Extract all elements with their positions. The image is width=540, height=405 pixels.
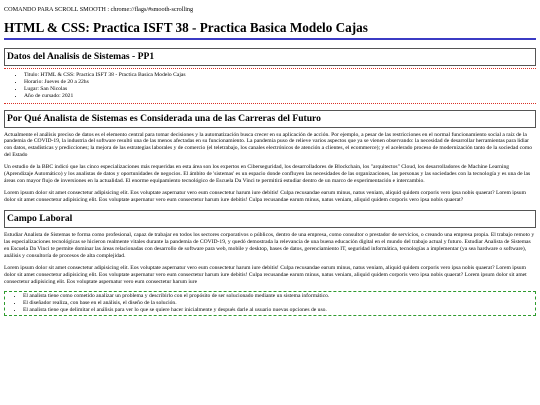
section-datos-heading: Datos del Analisis de Sistemas - PP1: [4, 48, 536, 66]
dotted-divider: [4, 68, 536, 69]
features-list: [5, 293, 535, 314]
info-list: [4, 72, 536, 100]
feature-item: • El analista tiene como cometido analizar un problema y describirlo con el propósito de ser solucionado mediante un sistema informático.: [23, 293, 535, 300]
feature-item: • El diseñador realiza, con base en el análisis, el diseño de la solución.: [23, 300, 535, 307]
paragraph: Estudiar Analista de Sistemas te forma como profesional, capaz de trabajar en todos los sectores corporativos o públicos, dentro de una empresa, como consultor o prestador de servicios, o creando una empresa propia. El trabajo remoto y las especializaciones tecnológicas se hicieron realmente vitales durante la pandemia de COVID-19, y quedó demostrada la relevancia de una buena educación digital en el mundo del trabajo actual y futuro. Estudiar Analista de Sistemas en Escuela Da Vinci te permite dominar las áreas relacionadas con desarrollo de software para web, mobile y desktop, bases de datos, gerenciamiento IT, seguridad informática, tecnologías a implementar (ya sea hardware o software), análisis y consultoría de procesos de alta complejidad.: [4, 232, 535, 260]
paragraph: Actualmente el análisis preciso de datos es el elemento central para tomar decisiones y la automatización busca crecer en su aplicación de acción. Por ejemplo, a pesar de las restricciones en el normal funcionamiento social a raíz de la pandemia de COVID-19, la industria del software resultó una de las menos afectadas en su funcionamiento. La pandemia puso de relieve varios aspectos que ya se vienen observando: la necesidad de desarrollar herramientas para lidiar con datos, estadísticas y predicciones; la mejora de las estrategias laborales y de comercio (el teletrabajo, los canales electrónicos de atención a clientes, el ecommerce); y el acelerado proceso de modernización tanto de la sociedad como del Estado: [4, 131, 533, 159]
section-campo-heading: Campo Laboral: [4, 210, 536, 228]
features-box: [4, 291, 536, 316]
paragraph: Lorem ipsum dolor sit amet consectetur adipisicing elit. Eos voluptate aspernatur vero eum consectetur harum iure debitis! Culpa recusandae earum minus, natus veniam, aliquid quidem corporis vero ipsa nobis quaerat? Lorem ipsum dolor sit amet consectetur adipisicing elit. Eos voluptate aspernatur vero eum consectetur harum iure debitis! Culpa recusandae earum minus, natus veniam, aliquid quidem corporis vero ipsa nobis quaerat?: [4, 190, 526, 204]
feature-item: • El analista tiene que delimitar el análisis para ver lo que se quiere hacer inicialmente y después darle al usuario nuevas opciones de uso.: [23, 307, 535, 314]
info-item: • Año de cursado: 2021: [24, 93, 536, 100]
info-item: • Horario: Jueves de 20 a 22hs: [24, 79, 536, 86]
info-item: • Titulo: HTML & CSS: Practica ISFT 38 - Practica Basica Modelo Cajas: [24, 72, 536, 79]
section-carreras-heading: Por Qué Analista de Sistemas es Considerada una de las Carreras del Futuro: [4, 110, 536, 128]
paragraph: Un estudio de la BBC indicó que las cinco especializaciones más requeridas en esta área son los expertos en Cibersegurida​d, los desarrolladores de Blockchain, los "arquitectos" Cloud, los desarrolladores de Machine Learning (Aprendizaje Automático) y los analistas de datos y oportunidades de negocios. El ámbito de 'sistemas' es un espacio donde confluyen las necesidades de las organizaciones, las personas y las sociedades con la tecnología y es una de las áreas con mayor flujo de inversiones en la actualidad. El enorme equipamiento tecnológico de Escuela Da Vinci te permitirá estudiar dentro de un marco de experimentación e intercambio.: [4, 164, 531, 185]
title-underline: [4, 38, 536, 40]
scroll-note: COMANDO PARA SCROLL SMOOTH : chrome://flags/#smooth-scrolling: [4, 6, 194, 13]
page-title: HTML & CSS: Practica ISFT 38 - Practica Basica Modelo Cajas: [4, 19, 368, 35]
dotted-divider: [4, 103, 536, 104]
section-campo-laboral: [4, 210, 536, 316]
info-item: • Lugar: San Nicolas: [24, 86, 536, 93]
paragraph: Lorem ipsum dolor sit amet consectetur adipisicing elit. Eos voluptate aspernatur vero eum consectetur harum iure debitis! Culpa recusandae earum minus, natus veniam, aliquid quidem corporis vero ipsa nobis quaerat? Lorem ipsum dolor sit amet consectetur adipisicing elit. Eos voluptate aspernatur vero eum consectetur harum iure debitis! Culpa recusandae earum minus, natus veniam, aliquid quidem corporis vero ipsa nobis quaerat? Lorem ipsum dolor sit amet consectetur adipisicing elit. Eos voluptate aspernatur vero eum consectetur harum iure: [4, 265, 527, 286]
section-carreras: [4, 110, 536, 205]
section-datos: [4, 48, 536, 104]
